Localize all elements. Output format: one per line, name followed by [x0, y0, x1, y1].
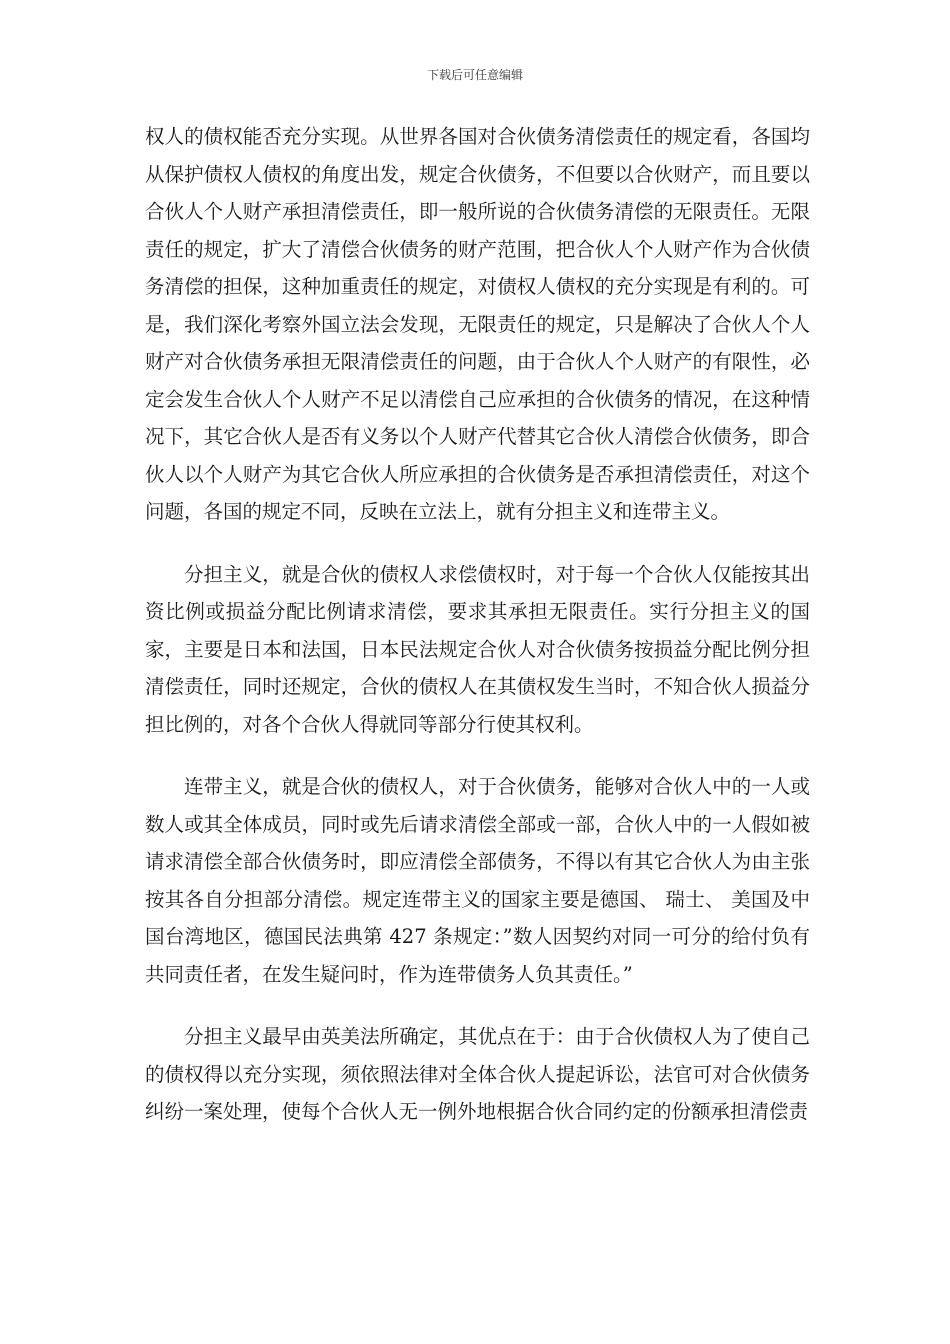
- paragraph-apportionment-principle: 分担主义，就是合伙的债权人求偿债权时，对于每一个合伙人仅能按其出资比例或损益分配比例请求清偿，要求其承担无限责任。实行分担主义的国家，主要是日本和法国，日本民法规定合伙人对合伙债务按损益分配比例分担清偿责任，同时还规定，合伙的债权人在其债权发生当时，不知合伙人损益分担比例的，对各个合伙人得就同等部分行使其权利。: [145, 562, 810, 736]
- paragraph-joint-liability-principle: 连带主义，就是合伙的债权人，对于合伙债务，能够对合伙人中的一人或数人或其全体成员，同时或先后请求清偿全部或一部，合伙人中的一人假如被请求清偿全部合伙债务时，即应清偿全部债务，不得以有其它合伙人为由主张按其各自分担部分清偿。规定连带主义的国家主要是德国、 瑞士、 美国及中国台湾地区，德国民法典第 427 条规定：”数人因契约对同一可分的给付负有共同责任者，在发生疑问时，作为连带债务人负其责任。”: [145, 775, 810, 986]
- paragraph-continuation: 权人的债权能否充分实现。从世界各国对合伙债务清偿责任的规定看，各国均从保护债权人债权的角度出发，规定合伙债务，不但要以合伙财产，而且要以合伙人个人财产承担清偿责任，即一般所说的合伙债务清偿的无限责任。无限责任的规定，扩大了清偿合伙债务的财产范围，把合伙人个人财产作为合伙债务清偿的担保，这种加重责任的规定，对债权人债权的充分实现是有利的。可是，我们深化考察外国立法会发现，无限责任的规定，只是解决了合伙人个人财产对合伙债务承担无限清偿责任的问题，由于合伙人个人财产的有限性，必定会发生合伙人个人财产不足以清偿自己应承担的合伙债务的情况，在这种情况下，其它合伙人是否有义务以个人财产代替其它合伙人清偿合伙债务，即合伙人以个人财产为其它合伙人所应承担的合伙债务是否承担清偿责任，对这个问题，各国的规定不同，反映在立法上，就有分担主义和连带主义。: [145, 125, 810, 523]
- page-header: 下载后可任意编辑: [426, 68, 523, 82]
- document-body: [145, 118, 810, 1131]
- paragraph-apportionment-origin: 分担主义最早由英美法所确定，其优点在于：由于合伙债权人为了使自己的债权得以充分实现，须依照法律对全体合伙人提起诉讼，法官可对合伙债务纠纷一案处理，使每个合伙人无一例外地根据合伙合同约定的份额承担清偿责: [145, 1025, 810, 1123]
